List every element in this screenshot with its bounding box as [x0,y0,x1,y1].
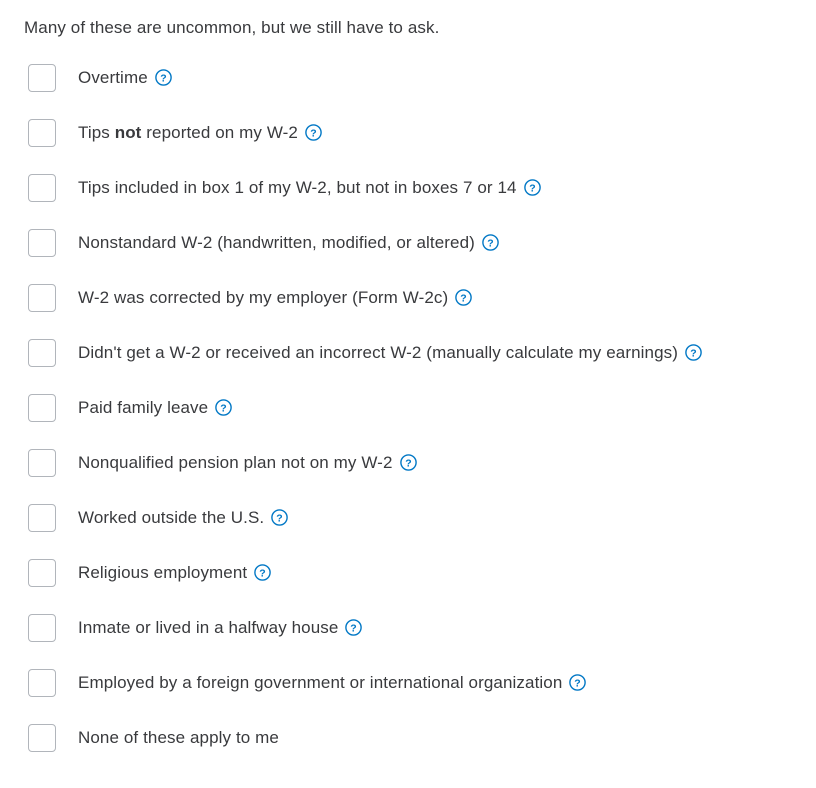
svg-text:?: ? [220,402,227,415]
checkbox-w2-corrected[interactable] [28,284,56,312]
help-circle-icon[interactable] [215,399,232,416]
option-label-didnt-get-w2[interactable] [78,342,702,364]
help-circle-icon[interactable] [400,454,417,471]
svg-text:?: ? [460,292,468,305]
option-label-text: Paid family leave [78,398,209,417]
option-label-text: Tips included in box 1 of my W-2, but not in boxes 7 or 14 [78,178,517,197]
option-label-text: Religious employment [78,563,248,582]
option-row[interactable] [22,223,796,263]
option-label-tips-not-reported[interactable] [78,122,322,144]
option-label-w2-corrected[interactable] [78,287,472,309]
svg-text:?: ? [259,567,267,580]
help-circle-icon[interactable] [305,124,322,141]
checkbox-nonstandard-w2[interactable] [28,229,56,257]
option-row[interactable] [22,718,796,758]
option-label-religious-employment[interactable] [78,562,271,584]
option-label-text: Nonstandard W-2 (handwritten, modified, or altered) [78,233,475,252]
option-label-overtime[interactable] [78,67,172,89]
help-circle-icon[interactable] [254,564,271,581]
checkbox-religious-employment[interactable] [28,559,56,587]
svg-text:?: ? [276,512,284,525]
option-label-text-cont: reported on my W-2 [141,123,298,142]
checkbox-paid-family-leave[interactable] [28,394,56,422]
svg-text:?: ? [528,182,536,195]
option-row[interactable] [22,388,796,428]
checkbox-tips-in-box-1[interactable] [28,174,56,202]
option-label-text: None of these apply to me [78,728,279,747]
option-row[interactable] [22,443,796,483]
option-row[interactable] [22,278,796,318]
option-label-none-apply[interactable] [78,727,279,749]
help-circle-icon[interactable] [345,619,362,636]
svg-text:?: ? [160,72,167,85]
option-row[interactable] [22,553,796,593]
option-label-tips-in-box-1[interactable] [78,177,541,199]
svg-text:?: ? [350,622,358,635]
option-label-text: Nonqualified pension plan not on my W-2 [78,453,393,472]
option-label-nonqualified-pension[interactable] [78,452,417,474]
checkbox-tips-not-reported[interactable] [28,119,56,147]
option-label-text: Didn't get a W-2 or received an incorrect W-2 (manually calculate my earnings) [78,343,678,362]
options-list [22,58,796,758]
svg-text:?: ? [690,347,697,360]
svg-text:?: ? [404,457,412,470]
checkbox-didnt-get-w2[interactable] [28,339,56,367]
option-row[interactable] [22,58,796,98]
option-label-foreign-government[interactable] [78,672,586,694]
help-circle-icon[interactable] [455,289,472,306]
svg-text:?: ? [574,677,582,690]
help-circle-icon[interactable] [482,234,499,251]
help-circle-icon[interactable] [685,344,702,361]
checkbox-none-apply[interactable] [28,724,56,752]
option-label-text: Inmate or lived in a halfway house [78,618,339,637]
help-circle-icon[interactable] [155,69,172,86]
option-label-paid-family-leave[interactable] [78,397,232,419]
checkbox-worked-outside-us[interactable] [28,504,56,532]
option-label-nonstandard-w2[interactable] [78,232,499,254]
help-circle-icon[interactable] [569,674,586,691]
page-intro-text: Many of these are uncommon, but we still have to ask. [24,18,440,37]
svg-text:?: ? [310,127,317,140]
option-label-text: Tips [78,123,115,142]
option-row[interactable] [22,663,796,703]
option-label-text: W-2 was corrected by my employer (Form W-2c) [78,288,449,307]
checkbox-foreign-government[interactable] [28,669,56,697]
option-label-text: Employed by a foreign government or international organization [78,673,563,692]
checkbox-inmate-halfway-house[interactable] [28,614,56,642]
option-label-inmate-halfway-house[interactable] [78,617,362,639]
option-label-emphasis: not [114,123,142,142]
help-circle-icon[interactable] [524,179,541,196]
option-row[interactable] [22,113,796,153]
checkbox-overtime[interactable] [28,64,56,92]
help-circle-icon[interactable] [271,509,288,526]
option-label-text: Worked outside the U.S. [78,508,265,527]
svg-text:?: ? [487,237,494,250]
option-row[interactable] [22,168,796,208]
checkbox-nonqualified-pension[interactable] [28,449,56,477]
option-row[interactable] [22,498,796,538]
option-row[interactable] [22,333,796,373]
option-label-worked-outside-us[interactable] [78,507,288,529]
option-row[interactable] [22,608,796,648]
option-label-text: Overtime [78,68,148,87]
